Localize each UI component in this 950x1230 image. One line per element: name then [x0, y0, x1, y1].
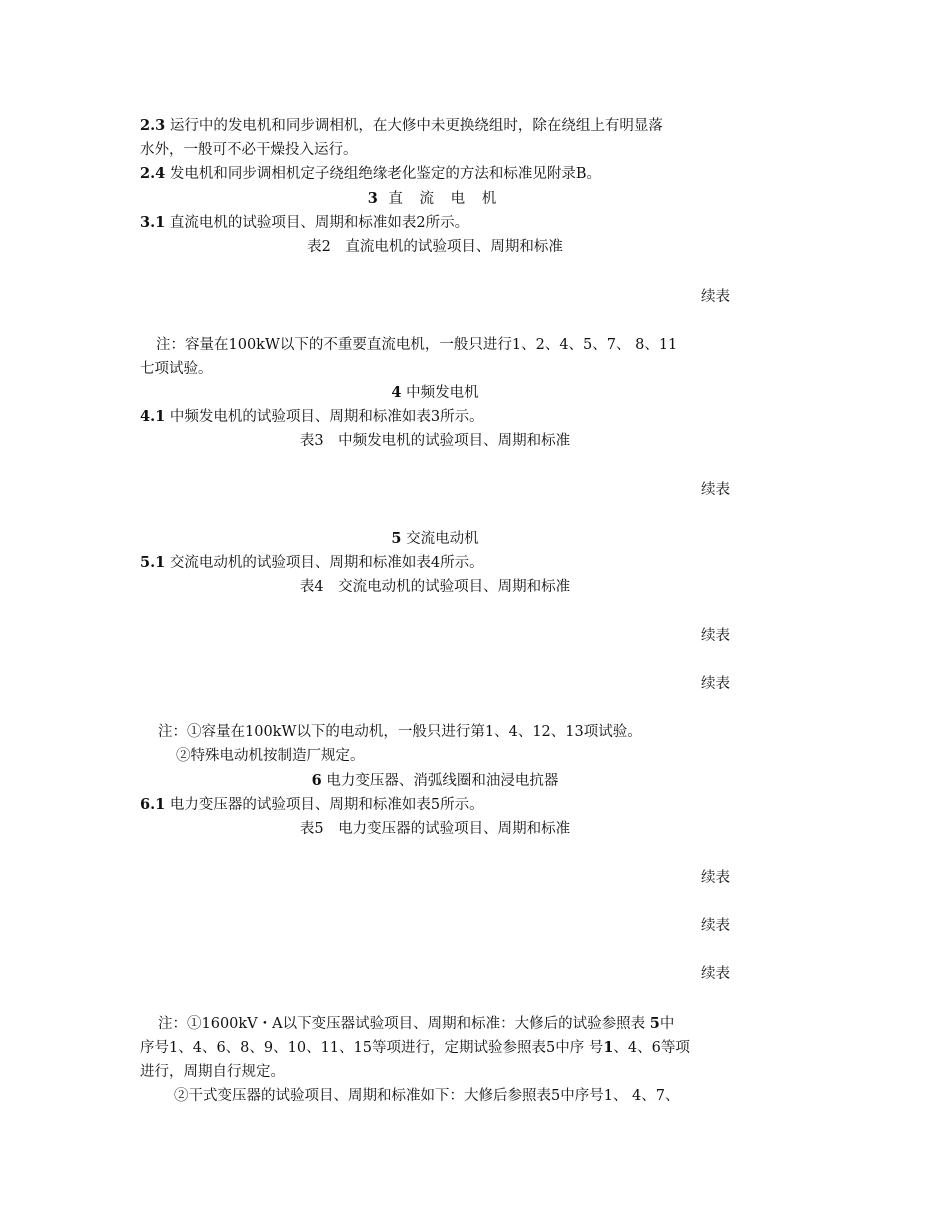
clause-number: 4.1 — [140, 408, 166, 425]
note-text: 中 — [659, 1016, 675, 1032]
continued-text: 续表 — [701, 482, 730, 498]
section-number: 3 — [367, 190, 378, 207]
table-continued-label — [140, 964, 730, 984]
note-text: 注：①1600kV・A以下变压器试验项目、周期和标准：大修后的试验参照表 — [158, 1016, 650, 1032]
note-text: 、4、6等项 — [613, 1040, 690, 1056]
note-table-5-item-2 — [140, 1086, 730, 1106]
clause-text: 电力变压器的试验项目、周期和标准如表5所示。 — [165, 797, 484, 813]
clause-2-3 — [140, 116, 730, 136]
note-bold-number: 1 — [603, 1039, 614, 1056]
continued-text: 续表 — [701, 289, 730, 305]
note-table-4-item-2 — [140, 746, 730, 766]
clause-number: 6.1 — [140, 796, 166, 813]
section-title: 电力变压器、消弧线圈和油浸电抗器 — [321, 773, 559, 789]
continued-text: 续表 — [701, 676, 730, 692]
continued-text: 续表 — [701, 870, 730, 886]
table-3-caption — [140, 431, 730, 451]
caption-text: 表2 直流电机的试验项目、周期和标准 — [307, 239, 563, 255]
section-number: 4 — [391, 384, 402, 401]
clause-number: 5.1 — [140, 554, 166, 571]
table-2-caption — [140, 237, 730, 257]
caption-text: 表4 交流电动机的试验项目、周期和标准 — [299, 579, 571, 595]
note-text: 七项试验。 — [140, 361, 213, 377]
clause-number: 2.3 — [140, 117, 166, 134]
note-table-5 — [140, 1014, 730, 1034]
section-heading-5 — [140, 529, 730, 549]
clause-text: 运行中的发电机和同步调相机，在大修中未更换绕组时，除在绕组上有明显落 — [165, 118, 663, 134]
caption-text: 表3 中频发电机的试验项目、周期和标准 — [299, 433, 571, 449]
clause-6-1 — [140, 795, 730, 815]
clause-number: 3.1 — [140, 214, 166, 231]
table-continued-label — [140, 916, 730, 936]
note-text: 进行，周期自行规定。 — [140, 1064, 285, 1080]
table-continued-label — [140, 287, 730, 307]
note-table-2 — [140, 335, 730, 355]
section-heading-3 — [140, 189, 730, 209]
clause-3-1 — [140, 213, 730, 233]
table-continued-label — [140, 868, 730, 888]
clause-2-3-continued — [140, 140, 730, 160]
note-bold-number: 5 — [649, 1015, 660, 1032]
table-5-caption — [140, 819, 730, 839]
clause-text: 中频发电机的试验项目、周期和标准如表3所示。 — [165, 409, 484, 425]
note-table-2-continued — [140, 359, 730, 379]
table-4-caption — [140, 577, 730, 597]
clause-text: 交流电动机的试验项目、周期和标准如表4所示。 — [165, 555, 484, 571]
clause-text: 发电机和同步调相机定子绕组绝缘老化鉴定的方法和标准见附录B。 — [165, 166, 601, 182]
section-number: 5 — [391, 530, 402, 547]
note-text: 注：①容量在100kW以下的电动机，一般只进行第1、4、12、13项试验。 — [158, 724, 642, 740]
note-text: ②干式变压器的试验项目、周期和标准如下：大修后参照表5中序号1、 4、7、 — [174, 1088, 680, 1104]
section-heading-6 — [140, 771, 730, 791]
section-title: 直 流 电 机 — [377, 191, 503, 207]
table-continued-label — [140, 626, 730, 646]
clause-number: 2.4 — [140, 165, 166, 182]
table-continued-label — [140, 480, 730, 500]
clause-2-4 — [140, 164, 730, 184]
note-text: ②特殊电动机按制造厂规定。 — [176, 748, 365, 764]
section-title: 交流电动机 — [401, 531, 479, 547]
clause-5-1 — [140, 553, 730, 573]
section-title: 中频发电机 — [401, 385, 479, 401]
table-continued-label — [140, 674, 730, 694]
clause-text: 直流电机的试验项目、周期和标准如表2所示。 — [165, 215, 470, 231]
section-heading-4 — [140, 383, 730, 403]
continued-text: 续表 — [701, 918, 730, 934]
continued-text: 续表 — [701, 966, 730, 982]
note-text: 序号1、4、6、8、9、10、11、15等项进行，定期试验参照表5中序 号 — [140, 1040, 604, 1056]
continued-text: 续表 — [701, 628, 730, 644]
clause-text: 水外，一般可不必干燥投入运行。 — [140, 142, 358, 158]
section-number: 6 — [311, 772, 322, 789]
note-table-4 — [140, 722, 730, 742]
note-text: 注：容量在100kW以下的不重要直流电机，一般只进行1、2、4、5、7、 8、11 — [156, 337, 678, 353]
note-table-5-continued — [140, 1038, 730, 1058]
caption-text: 表5 电力变压器的试验项目、周期和标准 — [299, 821, 571, 837]
clause-4-1 — [140, 407, 730, 427]
note-table-5-continued — [140, 1062, 730, 1082]
